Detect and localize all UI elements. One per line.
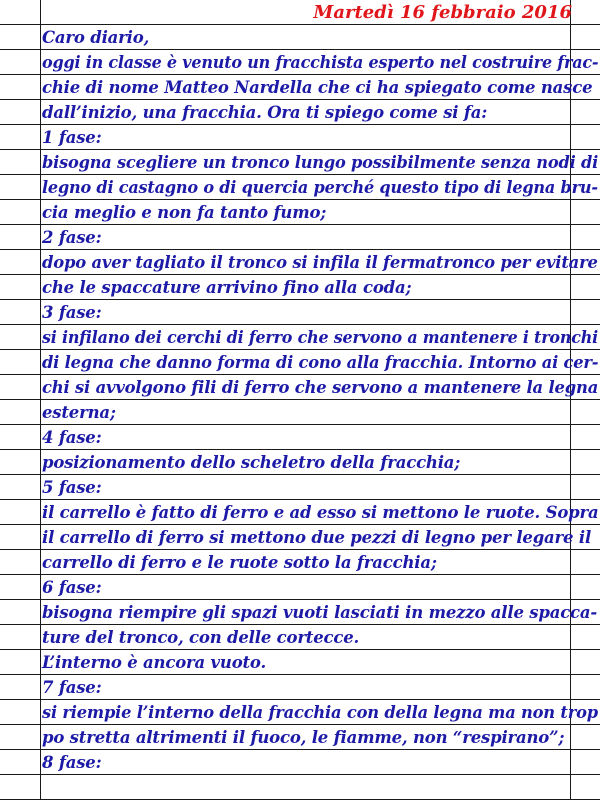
- text-line: dall’inizio, una fracchia. Ora ti spiego come si fa:: [42, 103, 488, 122]
- phase-heading: 5 fase:: [42, 478, 102, 497]
- phase-heading: 2 fase:: [42, 228, 102, 247]
- text-line: L’interno è ancora vuoto.: [42, 653, 266, 672]
- phase-heading: 4 fase:: [42, 428, 102, 447]
- diary-text: [42, 25, 599, 775]
- phase-heading: 8 fase:: [42, 753, 102, 772]
- text-line: dopo aver tagliato il tronco si infila il fermatronco per evitare: [42, 253, 598, 272]
- text-line: esterna;: [42, 403, 116, 422]
- phase-heading: 1 fase:: [42, 128, 102, 147]
- diary-date: Martedì 16 febbraio 2016: [313, 2, 572, 23]
- phase-heading: 3 fase:: [42, 303, 102, 322]
- text-line: oggi in classe è venuto un fracchista esperto nel costruire frac-: [42, 53, 599, 72]
- text-line: il carrello di ferro si mettono due pezzi di legno per legare il: [42, 528, 592, 547]
- text-line: legno di castagno o di quercia perché questo tipo di legna bru-: [42, 178, 598, 197]
- text-line: chie di nome Matteo Nardella che ci ha spiegato come nasce: [42, 78, 593, 97]
- text-line: si infilano dei cerchi di ferro che servono a mantenere i tronchi: [42, 328, 598, 347]
- text-line: si riempie l’interno della fracchia con della legna ma non trop: [42, 703, 598, 722]
- text-line: che le spaccature arrivino fino alla coda;: [42, 278, 412, 297]
- left-margin-line: [40, 0, 41, 800]
- text-line: bisogna riempire gli spazi vuoti lasciati in mezzo alle spacca-: [42, 603, 598, 622]
- text-line: chi si avvolgono fili di ferro che servono a mantenere la legna: [42, 378, 599, 397]
- text-line: carrello di ferro e le ruote sotto la fracchia;: [42, 553, 437, 572]
- text-line: di legna che danno forma di cono alla fracchia. Intorno ai cer-: [42, 353, 599, 372]
- text-line: ture del tronco, con delle cortecce.: [42, 628, 360, 647]
- text-line: bisogna scegliere un tronco lungo possibilmente senza nodi di: [42, 153, 599, 172]
- text-line: cia meglio e non fa tanto fumo;: [42, 203, 327, 222]
- phase-heading: 6 fase:: [42, 578, 102, 597]
- phase-heading: 7 fase:: [42, 678, 102, 697]
- text-line: Caro diario,: [42, 28, 150, 47]
- text-line: il carrello è fatto di ferro e ad esso si mettono le ruote. Sopra: [42, 503, 599, 522]
- text-line: posizionamento dello scheletro della fracchia;: [42, 453, 461, 472]
- text-line: po stretta altrimenti il fuoco, le fiamme, non “respirano”;: [42, 728, 565, 747]
